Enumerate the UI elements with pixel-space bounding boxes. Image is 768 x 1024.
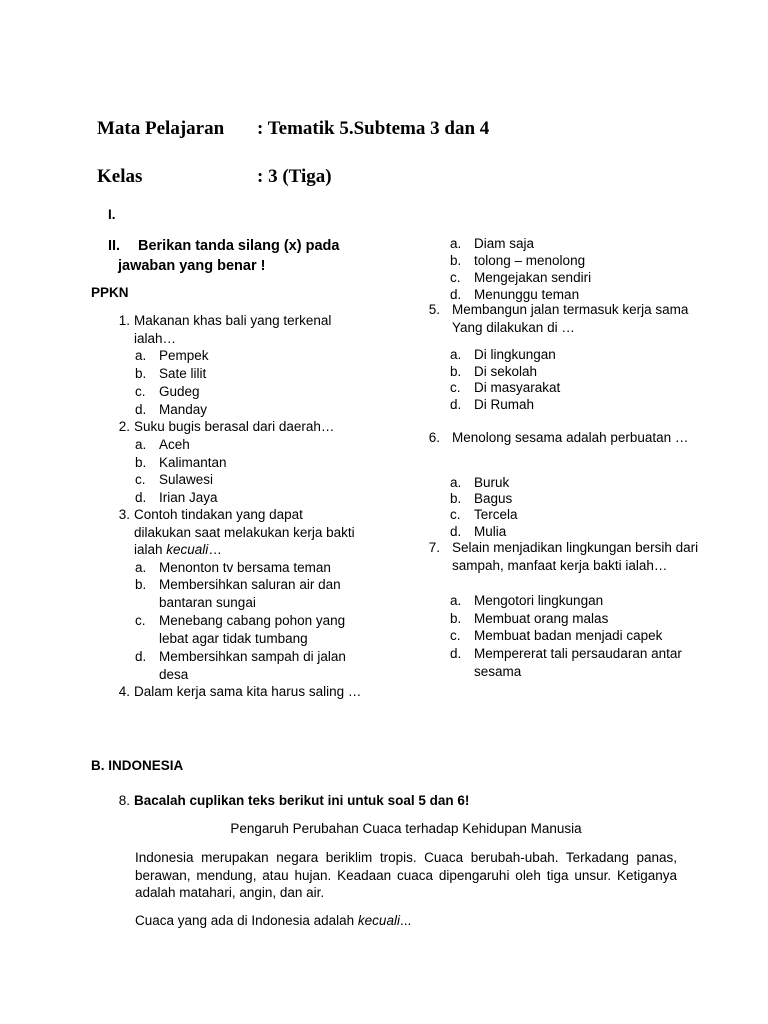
question-text: Suku bugis berasal dari daerah… [134, 419, 335, 434]
instruction-text: Berikan tanda silang (x) pada jawaban yang benar ! [118, 238, 340, 274]
section-roman-one: I. [108, 207, 116, 222]
question-number: 6. [428, 430, 440, 445]
class-value: : 3 (Tiga) [257, 166, 332, 187]
question-text: Cuaca yang ada di Indonesia adalah kecuali... [135, 913, 412, 928]
question-6 [424, 429, 714, 465]
subject-label: Mata Pelajaran [97, 118, 225, 139]
question-number: 1. [118, 313, 130, 328]
question-instruction: Bacalah cuplikan teks berikut ini untuk soal 5 dan 6! [134, 793, 470, 808]
question-5 [424, 301, 714, 337]
question-number: 7. [428, 540, 440, 555]
passage-title: Pengaruh Perubahan Cuaca terhadap Kehidupan Manusia [230, 821, 582, 836]
question-text: Makanan khas bali yang terkenal ialah… [134, 313, 332, 346]
section-ppkn: PPKN [91, 285, 129, 300]
question-number: 2. [118, 419, 130, 434]
question-1 [106, 312, 386, 348]
question-4 [106, 683, 386, 719]
question-2 [106, 418, 386, 436]
class-label: Kelas [97, 166, 143, 187]
question-text: Menolong sesama adalah perbuatan … [452, 430, 689, 445]
section-roman-two: II. [108, 238, 121, 254]
question-text: Selain menjadikan lingkungan bersih dari sampah, manfaat kerja bakti ialah… [452, 540, 699, 573]
passage-text: Indonesia merupakan negara beriklim tropis. Cuaca berubah-ubah. Terkadang panas, berawan, mendung, atau hujan. Keadaan cuaca dipengaruhi oleh tiga unsur. Ketiganya adalah matahari, angin, dan air. [135, 850, 677, 900]
question-number: 4. [118, 684, 130, 699]
question-number: 3. [118, 507, 130, 522]
question-text: Contoh tindakan yang dapat dilakukan saat melakukan kerja bakti ialah kecuali… [134, 507, 355, 557]
question-number: 5. [428, 302, 440, 317]
question-number: 8. [118, 793, 130, 808]
question-3 [106, 506, 386, 560]
question-text: Dalam kerja sama kita harus saling … [134, 684, 362, 699]
question-7 [424, 539, 714, 593]
question-text: Membangun jalan termasuk kerja sama Yang dilakukan di … [452, 302, 689, 335]
question-8 [106, 792, 686, 810]
section-indonesia: B. INDONESIA [91, 758, 184, 773]
subject-value: : Tematik 5.Subtema 3 dan 4 [257, 118, 490, 139]
